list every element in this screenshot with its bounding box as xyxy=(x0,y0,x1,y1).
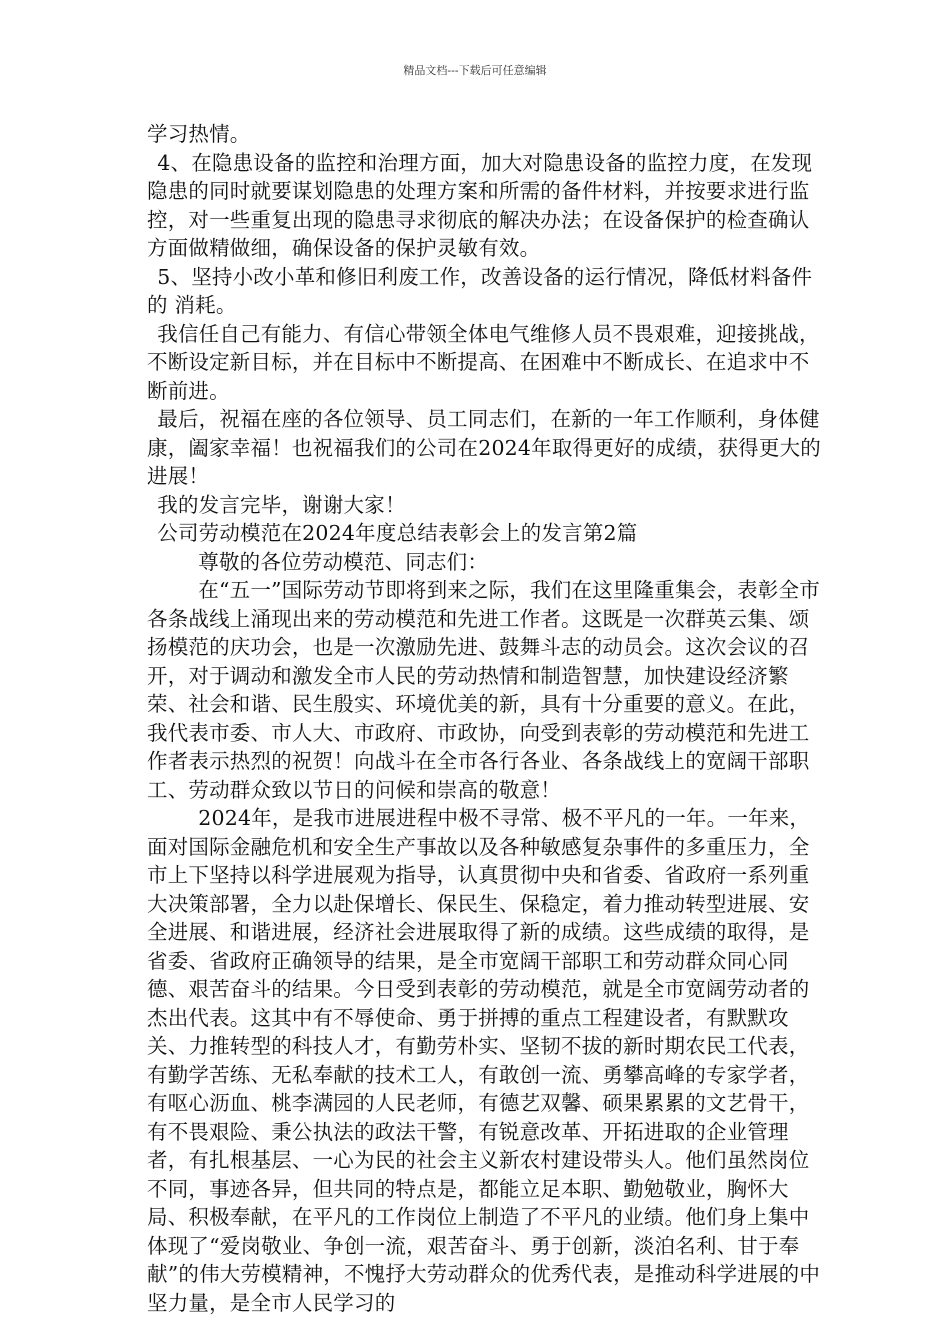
paragraph-9: 2024年，是我市进展进程中极不寻常、极不平凡的一年。一年来，面对国际金融危机和安全生产事故以及各种敏感复杂事件的多重压力，全市上下坚持以科学进展观为指导，认真贯彻中央和省委、省政府一系列重大决策部署，全力以赴保增长、保民生、保稳定，着力推动转型进展、安全进展、和谐进展，经济社会进展取得了新的成绩。这些成绩的取得，是省委、省政府正确领导的结果，是全市宽阔干部职工和劳动群众同心同德、艰苦奋斗的结果。今日受到表彰的劳动模范，就是全市宽阔劳动者的杰出代表。这其中有不辱使命、勇于拼搏的重点工程建设者，有默默攻关、力推转型的科技人才，有勤劳朴实、坚韧不拔的新时期农民工代表，有勤学苦练、无私奉献的技术工人，有敢创一流、勇攀高峰的专家学者，有呕心沥血、桃李满园的人民老师，有德艺双馨、硕果累累的文艺骨干，有不畏艰险、秉公执法的政法干警，有锐意改革、开拓进取的企业管理者，有扎根基层、一心为民的社会主义新农村建设带头人。他们虽然岗位不同，事迹各异，但共同的特点是，都能立足本职、勤勉敬业，胸怀大局、积极奉献，在平凡的工作岗位上制造了不平凡的业绩。他们身上集中体现了“爱岗敬业、争创一流，艰苦奋斗、勇于创新，淡泊名利、甘于奉献”的伟大劳模精神，不愧抒大劳动群众的优秀代表，是推动科学进展的中坚力量，是全市人民学习的 xyxy=(147,806,821,1315)
paragraph-1: 4、在隐患设备的监控和治理方面，加大对隐患设备的监控力度，在发现隐患的同时就要谋划隐患的处理方案和所需的备件材料，并按要求进行监控，对一些重复出现的隐患寻求彻底的解决办法；在设备保护的检查确认方面做精做细，确保设备的保护灵敏有效。 xyxy=(147,150,813,260)
paragraph-2: 5、坚持小改小革和修旧利废工作，改善设备的运行情况，降低材料备件的 消耗。 xyxy=(147,264,813,317)
paragraph-4: 最后，祝福在座的各位领导、员工同志们，在新的一年工作顺利，身体健康，阖家幸福！也祝福我们的公司在2024年取得更好的成绩，获得更大的进展！ xyxy=(147,407,821,488)
greeting: 尊敬的各位劳动模范、同志们： xyxy=(198,549,489,574)
document-body xyxy=(147,120,827,1317)
paragraph-0: 学习热情。 xyxy=(147,122,251,146)
paragraph-8: 在“五一”国际劳动节即将到来之际，我们在这里隆重集会，表彰全市各条战线上涌现出来的劳动模范和先进工作者。这既是一次群英云集、颂扬模范的庆功会，也是一次激励先进、鼓舞斗志的动员会。这次会议的召开，对于调动和激发全市人民的劳动热情和制造智慧，加快建设经济繁荣、社会和谐、民生殷实、环境优美的新，具有十分重要的意义。在此，我代表市委、市人大、市政府、市政协，向受到表彰的劳动模范和先进工作者表示热烈的祝贺！向战斗在全市各行各业、各条战线上的宽阔干部职工、劳动群众致以节日的问候和崇高的敬意！ xyxy=(147,578,820,802)
section-heading: 公司劳动模范在2024年度总结表彰会上的发言第2篇 xyxy=(157,521,638,545)
paragraph-5: 我的发言完毕，谢谢大家！ xyxy=(157,492,406,517)
page-header: 精品文档---下载后可任意编辑 xyxy=(403,64,547,77)
paragraph-3: 我信任自己有能力、有信心带领全体电气维修人员不畏艰难，迎接挑战，不断设定新目标，并在目标中不断提高、在困难中不断成长、在追求中不断前进。 xyxy=(147,321,820,403)
